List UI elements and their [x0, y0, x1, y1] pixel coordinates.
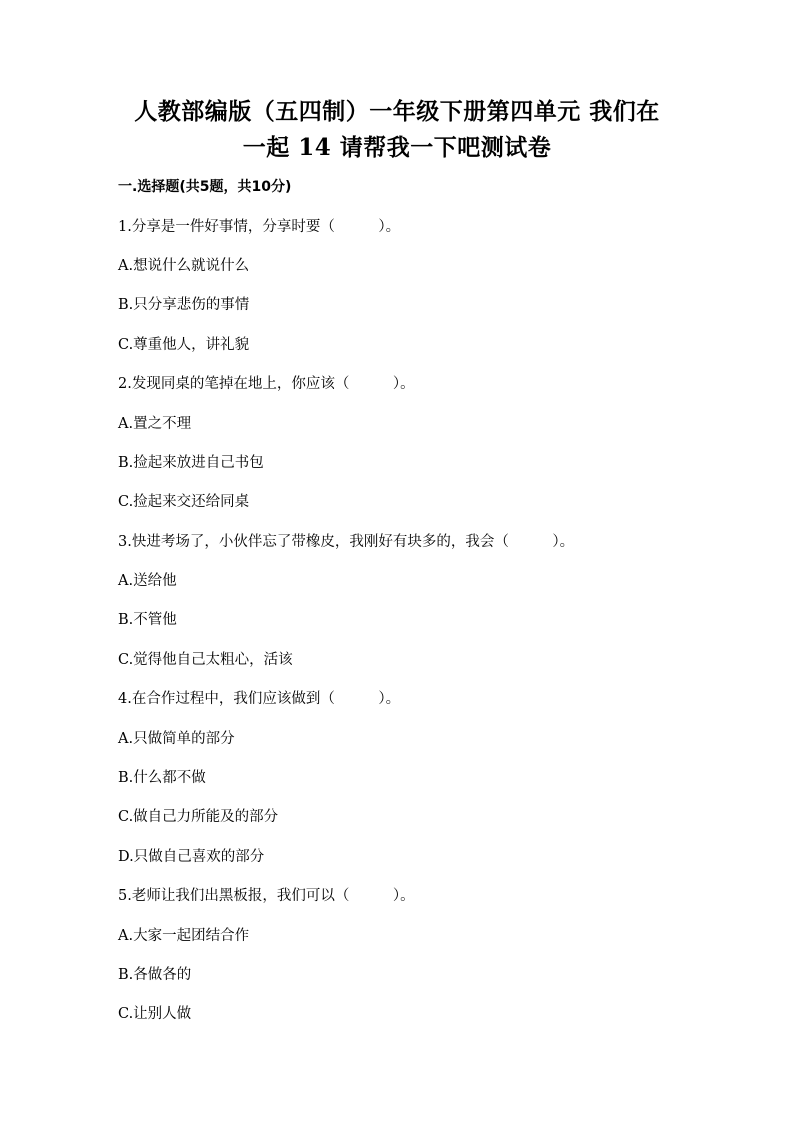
question-1-stem: 1.分享是一件好事情，分享时要（ ）。	[118, 219, 401, 235]
question-2-option-b: B.捡起来放进自己书包	[118, 455, 264, 471]
question-2-option-c: C.捡起来交还给同桌	[118, 494, 250, 510]
question-2-option-a: A.置之不理	[118, 416, 192, 432]
question-4-option-b: B.什么都不做	[118, 770, 206, 786]
question-1-option-c: C.尊重他人，讲礼貌	[118, 337, 250, 353]
question-5-stem: 5.老师让我们出黑板报，我们可以（ ）。	[118, 888, 415, 904]
question-1-option-a: A.想说什么就说什么	[118, 258, 250, 274]
question-4-option-d: D.只做自己喜欢的部分	[118, 849, 265, 865]
question-5-option-a: A.大家一起团结合作	[118, 928, 250, 944]
question-3-stem: 3.快进考场了，小伙伴忘了带橡皮，我刚好有块多的，我会（ ）。	[118, 534, 575, 550]
section-heading: 一.选择题(共5题，共10分)	[118, 179, 292, 195]
page-title-line-1: 人教部编版（五四制）一年级下册第四单元 我们在	[134, 98, 660, 125]
question-1-option-b: B.只分享悲伤的事情	[118, 297, 250, 313]
page-title-line-2: 一起 14 请帮我一下吧测试卷	[242, 134, 552, 161]
question-3-option-a: A.送给他	[118, 573, 177, 589]
question-4-option-a: A.只做简单的部分	[118, 731, 235, 747]
question-4-stem: 4.在合作过程中，我们应该做到（ ）。	[118, 691, 401, 707]
question-3-option-b: B.不管他	[118, 612, 177, 628]
question-4-option-c: C.做自己力所能及的部分	[118, 809, 279, 825]
question-5-option-b: B.各做各的	[118, 967, 192, 983]
question-2-stem: 2.发现同桌的笔掉在地上，你应该（ ）。	[118, 376, 415, 392]
question-5-option-c: C.让别人做	[118, 1006, 192, 1022]
question-3-option-c: C.觉得他自己太粗心，活该	[118, 652, 293, 668]
